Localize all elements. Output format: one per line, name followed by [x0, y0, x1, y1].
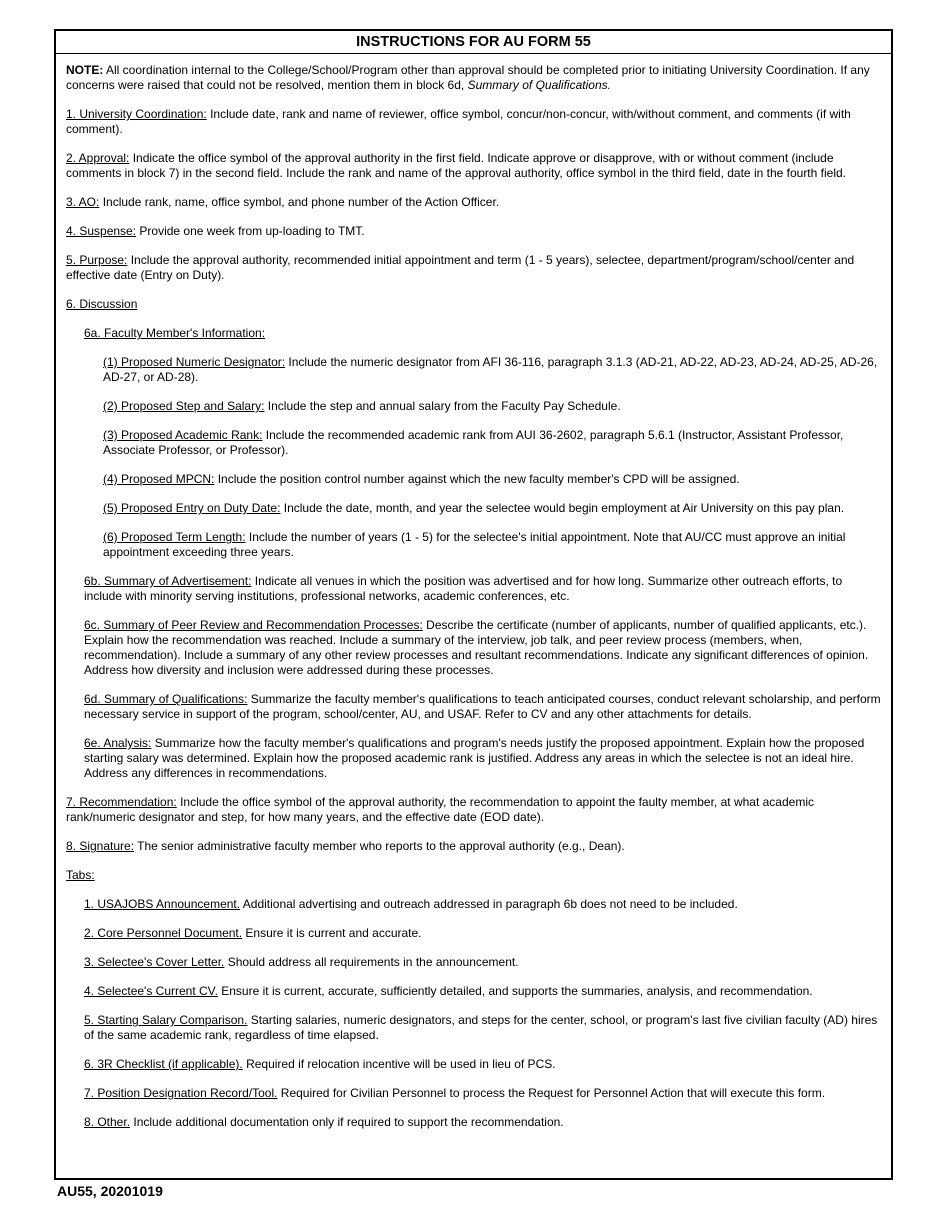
form-title: INSTRUCTIONS FOR AU FORM 55	[56, 31, 891, 54]
item-label: 5. Purpose:	[66, 253, 128, 267]
instructions-content	[56, 54, 891, 1130]
tab-item-label: 7. Position Designation Record/Tool.	[84, 1086, 278, 1100]
tab-item-core-personnel	[84, 926, 881, 941]
item-label: 2. Approval:	[66, 151, 130, 165]
faculty-item-label: (5) Proposed Entry on Duty Date:	[103, 501, 281, 515]
faculty-item-text: Include the recommended academic rank from AUI 36-2602, paragraph 5.6.1 (Instructor, Assistant Professor, Associate Professor, or Professor).	[103, 428, 844, 457]
sub-item-advertisement	[84, 574, 881, 604]
sub-item-text: Describe the certificate (number of applicants, number of qualified applicants, etc.). Explain how the recommendation was reached. Include a summary of the interview, job talk, and peer review process (members, when, recommendation). Include a summary of any other review processes and resultant recommendations. Indicate any significant differences of opinion. Address how diversity and inclusion were addressed during these processes.	[84, 618, 869, 677]
sub-item-text: Summarize how the faculty member's qualifications and program's needs justify the proposed appointment. Explain how the proposed starting salary was determined. Explain how the proposed academic rank is justified. Address any areas in which the selectee is not an ideal hire. Address any differences in recommendations.	[84, 736, 865, 780]
tab-item-label: 2. Core Personnel Document.	[84, 926, 243, 940]
faculty-item-text: Include the date, month, and year the selectee would begin employment at Air University on this pay plan.	[280, 501, 845, 515]
faculty-item-text: Include the number of years (1 - 5) for the selectee's initial appointment. Note that AU/CC must approve an initial appointment exceeding three years.	[103, 530, 846, 559]
tab-item-text: Required for Civilian Personnel to process the Request for Personnel Action that will execute this form.	[277, 1086, 826, 1100]
tab-item-text: Include additional documentation only if required to support the recommendation.	[130, 1115, 564, 1129]
tab-item-label: 5. Starting Salary Comparison.	[84, 1013, 248, 1027]
sub-item-qualifications	[84, 692, 881, 722]
faculty-item-numeric-designator	[103, 355, 881, 385]
faculty-item-label: (6) Proposed Term Length:	[103, 530, 246, 544]
item-text: The senior administrative faculty member who reports to the approval authority (e.g., Dean).	[134, 839, 625, 853]
faculty-item-step-salary	[103, 399, 881, 414]
item-university-coordination	[66, 107, 881, 137]
faculty-info-label: 6a. Faculty Member's Information:	[84, 326, 266, 340]
item-ao	[66, 195, 881, 210]
faculty-item-label: (4) Proposed MPCN:	[103, 472, 215, 486]
tab-item-text: Should address all requirements in the announcement.	[224, 955, 519, 969]
discussion-heading	[66, 297, 881, 312]
tab-item-label: 8. Other.	[84, 1115, 131, 1129]
tab-item-label: 6. 3R Checklist (if applicable).	[84, 1057, 243, 1071]
tab-item-label: 1. USAJOBS Announcement.	[84, 897, 241, 911]
faculty-item-text: Include the numeric designator from AFI 36-116, paragraph 3.1.3 (AD-21, AD-22, AD-23, AD-24, AD-25, AD-26, AD-27, or AD-28).	[103, 355, 878, 384]
item-text: Include date, rank and name of reviewer, office symbol, concur/non-concur, with/without comment, and comments (if with comment).	[66, 107, 851, 136]
faculty-item-label: (3) Proposed Academic Rank:	[103, 428, 263, 442]
faculty-item-label: (1) Proposed Numeric Designator:	[103, 355, 286, 369]
item-text: Indicate the office symbol of the approval authority in the first field. Indicate approve or disapprove, with or without comment (include comments in block 7) in the second field. Include the rank and name of the approval authority, office symbol in the third field, date in the fourth field.	[66, 151, 846, 180]
sub-item-label: 6d. Summary of Qualifications:	[84, 692, 248, 706]
item-purpose	[66, 253, 881, 283]
item-text: Include rank, name, office symbol, and phone number of the Action Officer.	[99, 195, 500, 209]
tab-item-label: 3. Selectee's Cover Letter.	[84, 955, 225, 969]
item-recommendation	[66, 795, 881, 825]
tab-item-text: Ensure it is current, accurate, sufficiently detailed, and supports the summaries, analysis, and recommendation.	[217, 984, 813, 998]
tab-item-usajobs	[84, 897, 881, 912]
item-suspense	[66, 224, 881, 239]
item-label: 1. University Coordination:	[66, 107, 207, 121]
item-approval	[66, 151, 881, 181]
tab-item-text: Additional advertising and outreach addressed in paragraph 6b does not need to be included.	[240, 897, 738, 911]
item-text: Include the office symbol of the approval authority, the recommendation to appoint the faulty member, at what academic rank/numeric designator and step, for how many years, and the effective date (EOD date).	[66, 795, 814, 824]
faculty-item-academic-rank	[103, 428, 881, 458]
item-label: 3. AO:	[66, 195, 100, 209]
tabs-label: Tabs:	[66, 868, 95, 882]
form-id-footer: AU55, 20201019	[57, 1183, 163, 1199]
item-text: Include the approval authority, recommended initial appointment and term (1 - 5 years), selectee, department/program/school/center and effective date (Entry on Duty).	[66, 253, 855, 282]
item-label: 7. Recommendation:	[66, 795, 177, 809]
note-label: NOTE:	[66, 63, 104, 77]
note-emphasis: Summary of Qualifications.	[467, 78, 611, 92]
item-label: 8. Signature:	[66, 839, 135, 853]
sub-item-text: Summarize the faculty member's qualifications to teach anticipated courses, conduct relevant scholarship, and perform necessary service in support of the program, school/center, AU, and USAF. Refer to CV and any other attachments for details.	[84, 692, 881, 721]
item-text: Provide one week from up-loading to TMT.	[136, 224, 365, 238]
tab-item-current-cv	[84, 984, 881, 999]
faculty-item-entry-on-duty	[103, 501, 881, 516]
faculty-info-heading	[84, 326, 881, 341]
tab-item-text: Starting salaries, numeric designators, and steps for the center, school, or program's last five civilian faculty (AD) hires of the same academic rank, regardless of time elapsed.	[84, 1013, 878, 1042]
sub-item-text: Indicate all venues in which the position was advertised and for how long. Summarize other outreach efforts, to include with minority serving institutions, professional networks, academic conferences, etc.	[84, 574, 843, 603]
faculty-item-mpcn	[103, 472, 881, 487]
sub-item-label: 6b. Summary of Advertisement:	[84, 574, 252, 588]
tab-item-text: Required if relocation incentive will be used in lieu of PCS.	[242, 1057, 556, 1071]
tab-item-cover-letter	[84, 955, 881, 970]
note-text: All coordination internal to the College/School/Program other than approval should be completed prior to initiating University Coordination. If any concerns were raised that could not be resolved, mention them in block 6d,	[66, 63, 870, 92]
faculty-item-label: (2) Proposed Step and Salary:	[103, 399, 265, 413]
tab-item-3r-checklist	[84, 1057, 881, 1072]
sub-item-peer-review	[84, 618, 881, 678]
instructions-form	[54, 29, 893, 1180]
faculty-item-text: Include the step and annual salary from the Faculty Pay Schedule.	[264, 399, 621, 413]
item-signature	[66, 839, 881, 854]
note-paragraph	[66, 63, 881, 93]
item-label: 4. Suspense:	[66, 224, 137, 238]
discussion-label: 6. Discussion	[66, 297, 138, 311]
tab-item-label: 4. Selectee's Current CV.	[84, 984, 218, 998]
faculty-item-term-length	[103, 530, 881, 560]
tab-item-position-designation	[84, 1086, 881, 1101]
faculty-item-text: Include the position control number against which the new faculty member's CPD will be assigned.	[214, 472, 740, 486]
tab-item-text: Ensure it is current and accurate.	[242, 926, 422, 940]
tabs-heading	[66, 868, 881, 883]
sub-item-label: 6c. Summary of Peer Review and Recommendation Processes:	[84, 618, 423, 632]
sub-item-label: 6e. Analysis:	[84, 736, 152, 750]
tab-item-other	[84, 1115, 881, 1130]
tab-item-salary-comparison	[84, 1013, 881, 1043]
sub-item-analysis	[84, 736, 881, 781]
